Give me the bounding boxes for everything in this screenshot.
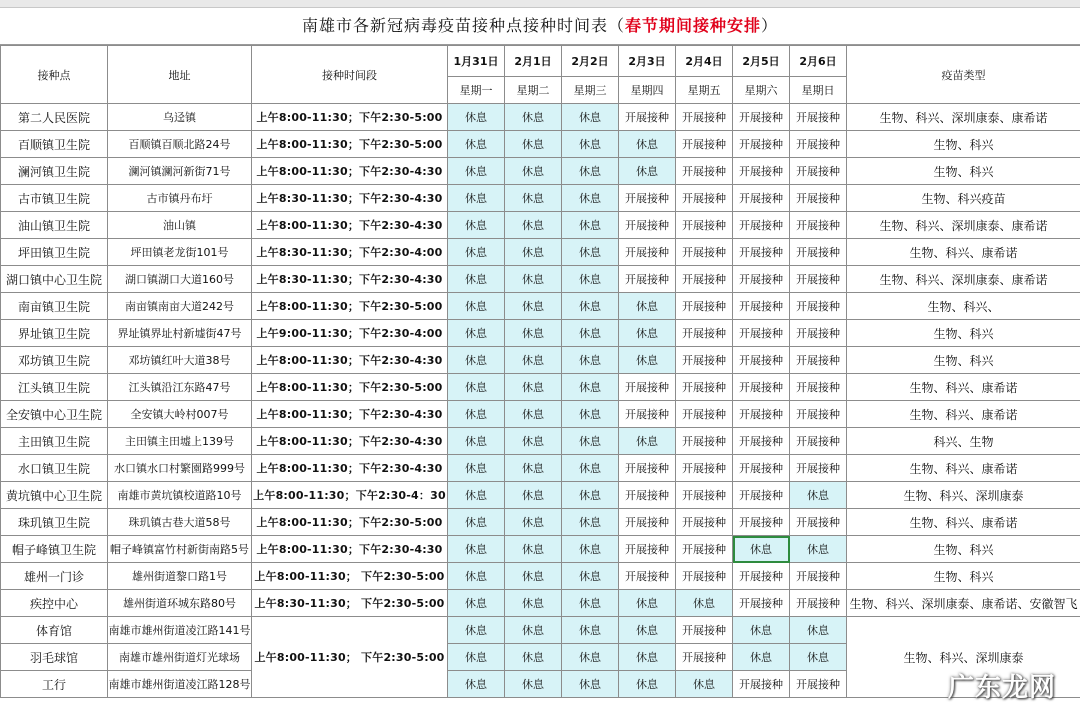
day-status-cell[interactable]: 开展接种 bbox=[790, 428, 847, 455]
vaccine-cell[interactable]: 生物、科兴、深圳康泰、康希诺 bbox=[847, 266, 1080, 293]
day-status-cell[interactable]: 休息 bbox=[733, 617, 790, 644]
day-status-cell[interactable]: 休息 bbox=[448, 428, 505, 455]
day-status-cell[interactable]: 休息 bbox=[505, 320, 562, 347]
address-cell[interactable]: 百顺镇百顺北路24号 bbox=[108, 131, 252, 158]
day-status-cell[interactable]: 休息 bbox=[619, 590, 676, 617]
site-cell[interactable]: 黄坑镇中心卫生院 bbox=[1, 482, 108, 509]
day-status-cell[interactable]: 休息 bbox=[505, 536, 562, 563]
day-status-cell[interactable]: 开展接种 bbox=[733, 212, 790, 239]
day-status-cell[interactable]: 休息 bbox=[619, 671, 676, 698]
address-cell[interactable]: 南雄市雄州街道灯光球场 bbox=[108, 644, 252, 671]
time-cell[interactable]: 上午8:00-11:30；下午2:30-5:00 bbox=[252, 131, 448, 158]
vaccine-cell[interactable]: 生物、科兴、深圳康泰、康希诺 bbox=[847, 104, 1080, 131]
day-status-cell[interactable]: 休息 bbox=[619, 131, 676, 158]
day-status-cell[interactable]: 开展接种 bbox=[733, 185, 790, 212]
day-status-cell[interactable]: 开展接种 bbox=[676, 644, 733, 671]
day-status-cell[interactable]: 休息 bbox=[505, 158, 562, 185]
header-site[interactable]: 接种点 bbox=[1, 46, 108, 104]
header-weekday[interactable]: 星期一 bbox=[448, 77, 505, 104]
day-status-cell[interactable]: 休息 bbox=[562, 590, 619, 617]
site-cell[interactable]: 疾控中心 bbox=[1, 590, 108, 617]
address-cell[interactable]: 乌迳镇 bbox=[108, 104, 252, 131]
header-row-dates bbox=[1, 46, 1080, 77]
address-cell[interactable]: 雄州街道黎口路1号 bbox=[108, 563, 252, 590]
site-cell[interactable]: 澜河镇卫生院 bbox=[1, 158, 108, 185]
day-status-cell[interactable]: 休息 bbox=[448, 293, 505, 320]
day-status-cell[interactable]: 开展接种 bbox=[733, 428, 790, 455]
day-status-cell[interactable]: 休息 bbox=[448, 671, 505, 698]
day-status-cell[interactable]: 开展接种 bbox=[733, 131, 790, 158]
day-status-cell[interactable]: 休息 bbox=[562, 293, 619, 320]
day-status-cell[interactable]: 休息 bbox=[448, 158, 505, 185]
sheet-top-strip bbox=[0, 0, 1080, 8]
day-status-cell[interactable]: 开展接种 bbox=[619, 104, 676, 131]
time-cell[interactable]: 上午8:00-11:30；下午2:30-4:30 bbox=[252, 158, 448, 185]
day-status-cell[interactable]: 休息 bbox=[562, 158, 619, 185]
vaccine-cell[interactable]: 生物、科兴 bbox=[847, 158, 1080, 185]
day-status-cell[interactable]: 休息 bbox=[505, 509, 562, 536]
address-cell[interactable]: 南雄市雄州街道凌江路141号 bbox=[108, 617, 252, 644]
vaccine-cell[interactable]: 生物、科兴、康希诺 bbox=[847, 239, 1080, 266]
day-status-cell[interactable]: 休息 bbox=[676, 590, 733, 617]
site-cell[interactable]: 工行 bbox=[1, 671, 108, 698]
day-status-cell[interactable]: 开展接种 bbox=[676, 428, 733, 455]
day-status-cell[interactable]: 休息 bbox=[448, 401, 505, 428]
day-status-cell[interactable]: 休息 bbox=[790, 617, 847, 644]
day-status-cell[interactable]: 休息 bbox=[448, 212, 505, 239]
schedule-table bbox=[0, 45, 1080, 698]
header-weekday[interactable]: 星期四 bbox=[619, 77, 676, 104]
time-cell[interactable]: 上午8:30-11:30；下午2:30-4:30 bbox=[252, 185, 448, 212]
day-status-cell[interactable]: 休息 bbox=[505, 644, 562, 671]
day-status-cell[interactable]: 休息 bbox=[733, 644, 790, 671]
day-status-cell[interactable]: 开展接种 bbox=[733, 293, 790, 320]
day-status-cell[interactable]: 休息 bbox=[505, 104, 562, 131]
time-cell[interactable]: 上午8:00-11:30；下午2:30-4:30 bbox=[252, 401, 448, 428]
day-status-cell[interactable]: 开展接种 bbox=[733, 401, 790, 428]
vaccine-cell[interactable]: 生物、科兴疫苗 bbox=[847, 185, 1080, 212]
site-cell[interactable]: 江头镇卫生院 bbox=[1, 374, 108, 401]
vaccine-cell[interactable]: 生物、科兴 bbox=[847, 320, 1080, 347]
day-status-cell[interactable]: 开展接种 bbox=[790, 239, 847, 266]
table-row bbox=[1, 455, 1080, 482]
time-cell[interactable]: 上午8:30-11:30； 下午2:30-5:00 bbox=[252, 590, 448, 617]
day-status-cell[interactable]: 开展接种 bbox=[733, 158, 790, 185]
day-status-cell[interactable]: 休息 bbox=[790, 644, 847, 671]
table-row bbox=[1, 482, 1080, 509]
day-status-cell[interactable]: 开展接种 bbox=[676, 158, 733, 185]
day-status-cell[interactable]: 休息 bbox=[790, 482, 847, 509]
day-status-cell[interactable]: 开展接种 bbox=[733, 266, 790, 293]
site-cell[interactable]: 雄州一门诊 bbox=[1, 563, 108, 590]
time-cell[interactable]: 上午8:00-11:30； 下午2:30-5:00 bbox=[252, 563, 448, 590]
day-status-cell[interactable]: 开展接种 bbox=[790, 563, 847, 590]
site-cell[interactable]: 第二人民医院 bbox=[1, 104, 108, 131]
day-status-cell[interactable]: 休息 bbox=[562, 320, 619, 347]
table-row bbox=[1, 617, 1080, 644]
day-status-cell[interactable]: 休息 bbox=[448, 239, 505, 266]
site-cell[interactable]: 界址镇卫生院 bbox=[1, 320, 108, 347]
day-status-cell[interactable]: 开展接种 bbox=[733, 482, 790, 509]
day-status-cell[interactable]: 休息 bbox=[448, 644, 505, 671]
day-status-cell[interactable]: 开展接种 bbox=[790, 671, 847, 698]
day-status-cell[interactable]: 开展接种 bbox=[676, 212, 733, 239]
day-status-cell[interactable]: 休息 bbox=[448, 536, 505, 563]
site-cell[interactable]: 油山镇卫生院 bbox=[1, 212, 108, 239]
table-row bbox=[1, 563, 1080, 590]
day-status-cell[interactable]: 开展接种 bbox=[733, 320, 790, 347]
day-status-cell[interactable]: 休息 bbox=[448, 347, 505, 374]
site-cell[interactable]: 主田镇卫生院 bbox=[1, 428, 108, 455]
day-status-cell[interactable]: 休息 bbox=[562, 347, 619, 374]
day-status-cell[interactable]: 开展接种 bbox=[619, 455, 676, 482]
site-watermark: 广东龙网 bbox=[947, 673, 1056, 703]
day-status-cell[interactable]: 休息 bbox=[505, 617, 562, 644]
table-row bbox=[1, 266, 1080, 293]
header-weekday[interactable]: 星期三 bbox=[562, 77, 619, 104]
day-status-cell[interactable]: 休息 bbox=[619, 293, 676, 320]
day-status-cell[interactable]: 开展接种 bbox=[676, 536, 733, 563]
time-cell[interactable]: 上午8:00-11:30；下午2:30-4:30 bbox=[252, 455, 448, 482]
day-status-cell[interactable]: 休息 bbox=[562, 644, 619, 671]
address-cell[interactable]: 南亩镇南亩大道242号 bbox=[108, 293, 252, 320]
table-row bbox=[1, 104, 1080, 131]
header-time[interactable]: 接种时间段 bbox=[252, 46, 448, 104]
vaccine-cell[interactable]: 生物、科兴、 bbox=[847, 293, 1080, 320]
day-status-cell[interactable]: 休息 bbox=[505, 131, 562, 158]
day-status-cell[interactable]: 开展接种 bbox=[733, 374, 790, 401]
table-row bbox=[1, 320, 1080, 347]
day-status-cell[interactable]: 休息 bbox=[790, 536, 847, 563]
address-cell[interactable]: 珠玑镇古巷大道58号 bbox=[108, 509, 252, 536]
vaccine-cell[interactable]: 生物、科兴 bbox=[847, 536, 1080, 563]
day-status-cell[interactable]: 休息 bbox=[448, 374, 505, 401]
time-cell[interactable]: 上午8:00-11:30；下午2:30-5:00 bbox=[252, 374, 448, 401]
day-status-cell[interactable]: 开展接种 bbox=[619, 482, 676, 509]
vaccine-cell[interactable]: 生物、科兴 bbox=[847, 347, 1080, 374]
day-status-cell[interactable]: 休息 bbox=[505, 401, 562, 428]
table-row bbox=[1, 347, 1080, 374]
day-status-cell[interactable]: 休息 bbox=[505, 590, 562, 617]
day-status-cell[interactable]: 休息 bbox=[562, 536, 619, 563]
address-cell[interactable]: 帽子峰镇富竹村新街南路5号 bbox=[108, 536, 252, 563]
site-cell[interactable]: 坪田镇卫生院 bbox=[1, 239, 108, 266]
time-cell[interactable]: 上午9:00-11:30；下午2:30-4:00 bbox=[252, 320, 448, 347]
day-status-cell[interactable]: 休息 bbox=[562, 509, 619, 536]
day-status-cell[interactable]: 休息 bbox=[562, 428, 619, 455]
day-status-cell[interactable]: 休息 bbox=[448, 563, 505, 590]
table-row bbox=[1, 536, 1080, 563]
site-cell[interactable]: 帽子峰镇卫生院 bbox=[1, 536, 108, 563]
time-cell[interactable]: 上午8:00-11:30；下午2:30-4:30 bbox=[252, 428, 448, 455]
vaccine-cell[interactable]: 生物、科兴、康希诺 bbox=[847, 374, 1080, 401]
header-date[interactable]: 2月5日 bbox=[733, 46, 790, 77]
day-status-cell[interactable]: 休息 bbox=[448, 266, 505, 293]
address-cell[interactable]: 水口镇水口村繁園路999号 bbox=[108, 455, 252, 482]
site-cell[interactable]: 南亩镇卫生院 bbox=[1, 293, 108, 320]
address-cell[interactable]: 主田镇主田墟上139号 bbox=[108, 428, 252, 455]
day-status-cell[interactable]: 开展接种 bbox=[733, 671, 790, 698]
day-status-cell[interactable]: 休息 bbox=[619, 644, 676, 671]
day-status-cell[interactable]: 开展接种 bbox=[676, 320, 733, 347]
site-cell[interactable]: 邓坊镇卫生院 bbox=[1, 347, 108, 374]
day-status-cell[interactable]: 开展接种 bbox=[676, 482, 733, 509]
day-status-cell[interactable]: 休息 bbox=[562, 401, 619, 428]
time-cell[interactable]: 上午8:30-11:30；下午2:30-4:00 bbox=[252, 239, 448, 266]
day-status-cell[interactable]: 休息 bbox=[505, 293, 562, 320]
day-status-cell[interactable]: 开展接种 bbox=[676, 401, 733, 428]
vaccine-cell[interactable]: 生物、科兴 bbox=[847, 563, 1080, 590]
day-status-cell[interactable]: 休息 bbox=[562, 374, 619, 401]
time-cell[interactable]: 上午8:00-11:30；下午2:30-5:00 bbox=[252, 293, 448, 320]
day-status-cell[interactable]: 休息 bbox=[505, 266, 562, 293]
day-status-cell[interactable]: 休息 bbox=[619, 158, 676, 185]
day-status-cell[interactable]: 开展接种 bbox=[676, 239, 733, 266]
vaccine-cell[interactable]: 生物、科兴、康希诺 bbox=[847, 455, 1080, 482]
site-cell[interactable]: 百顺镇卫生院 bbox=[1, 131, 108, 158]
day-status-cell[interactable]: 开展接种 bbox=[790, 266, 847, 293]
day-status-cell[interactable]: 休息 bbox=[448, 617, 505, 644]
vaccine-cell-merged[interactable]: 生物、科兴、深圳康泰 bbox=[847, 617, 1080, 698]
day-status-cell[interactable]: 开展接种 bbox=[790, 320, 847, 347]
day-status-cell[interactable]: 休息 bbox=[562, 455, 619, 482]
address-cell[interactable]: 界址镇界址村新墟街47号 bbox=[108, 320, 252, 347]
day-status-cell[interactable]: 开展接种 bbox=[790, 104, 847, 131]
day-status-cell[interactable]: 休息 bbox=[505, 239, 562, 266]
day-status-cell[interactable]: 开展接种 bbox=[676, 131, 733, 158]
header-date[interactable]: 2月4日 bbox=[676, 46, 733, 77]
address-cell[interactable]: 雄州街道环城东路80号 bbox=[108, 590, 252, 617]
table-row bbox=[1, 158, 1080, 185]
address-cell[interactable]: 邓坊镇红叶大道38号 bbox=[108, 347, 252, 374]
title-main: 南雄市各新冠病毒疫苗接种点接种时间表（ bbox=[301, 16, 625, 35]
header-vaccine[interactable]: 疫苗类型 bbox=[847, 46, 1080, 104]
day-status-cell[interactable]: 休息 bbox=[619, 617, 676, 644]
day-status-cell[interactable]: 休息 bbox=[448, 185, 505, 212]
day-status-cell[interactable]: 开展接种 bbox=[676, 185, 733, 212]
site-cell[interactable]: 湖口镇中心卫生院 bbox=[1, 266, 108, 293]
day-status-cell[interactable]: 休息 bbox=[448, 509, 505, 536]
day-status-cell[interactable]: 开展接种 bbox=[790, 590, 847, 617]
day-status-cell[interactable]: 开展接种 bbox=[619, 266, 676, 293]
address-cell[interactable]: 江头镇沿江东路47号 bbox=[108, 374, 252, 401]
site-cell[interactable]: 古市镇卫生院 bbox=[1, 185, 108, 212]
address-cell[interactable]: 澜河镇澜河新街71号 bbox=[108, 158, 252, 185]
day-status-cell[interactable]: 休息 bbox=[448, 320, 505, 347]
address-cell[interactable]: 南雄市黄坑镇校道路10号 bbox=[108, 482, 252, 509]
day-status-cell[interactable]: 开展接种 bbox=[733, 104, 790, 131]
header-date[interactable]: 1月31日 bbox=[448, 46, 505, 77]
time-cell[interactable]: 上午8:00-11:30；下午2:30-4:30 bbox=[252, 536, 448, 563]
day-status-cell[interactable]: 休息 bbox=[562, 563, 619, 590]
day-status-cell[interactable]: 休息 bbox=[505, 563, 562, 590]
vaccine-cell[interactable]: 生物、科兴 bbox=[847, 131, 1080, 158]
address-cell[interactable]: 全安镇大岭村007号 bbox=[108, 401, 252, 428]
vaccine-cell[interactable]: 生物、科兴、深圳康泰、康希诺、安徽智飞 bbox=[847, 590, 1080, 617]
day-status-cell[interactable]: 开展接种 bbox=[790, 455, 847, 482]
day-status-cell[interactable]: 开展接种 bbox=[790, 293, 847, 320]
day-status-cell[interactable]: 休息 bbox=[505, 455, 562, 482]
table-row bbox=[1, 212, 1080, 239]
day-status-cell[interactable]: 休息 bbox=[448, 590, 505, 617]
day-status-cell[interactable]: 休息 bbox=[505, 482, 562, 509]
header-date[interactable]: 2月3日 bbox=[619, 46, 676, 77]
day-status-cell[interactable]: 开展接种 bbox=[676, 617, 733, 644]
day-status-cell[interactable]: 开展接种 bbox=[733, 455, 790, 482]
day-status-cell[interactable]: 休息 bbox=[448, 131, 505, 158]
day-status-cell[interactable]: 休息 bbox=[562, 266, 619, 293]
site-cell[interactable]: 羽毛球馆 bbox=[1, 644, 108, 671]
day-status-cell[interactable]: 开展接种 bbox=[733, 347, 790, 374]
header-weekday[interactable]: 星期二 bbox=[505, 77, 562, 104]
day-status-cell[interactable]: 休息 bbox=[619, 428, 676, 455]
time-cell-merged[interactable]: 上午8:00-11:30； 下午2:30-5:00 bbox=[252, 617, 448, 698]
day-status-cell[interactable]: 开展接种 bbox=[619, 212, 676, 239]
day-status-cell[interactable]: 休息 bbox=[505, 212, 562, 239]
day-status-cell[interactable]: 休息 bbox=[448, 482, 505, 509]
vaccine-cell[interactable]: 生物、科兴、康希诺 bbox=[847, 401, 1080, 428]
day-status-cell[interactable]: 开展接种 bbox=[619, 374, 676, 401]
day-status-cell[interactable]: 开展接种 bbox=[676, 293, 733, 320]
day-status-cell[interactable]: 休息 bbox=[562, 104, 619, 131]
day-status-cell[interactable]: 开展接种 bbox=[619, 509, 676, 536]
day-status-cell[interactable]: 开展接种 bbox=[619, 563, 676, 590]
table-row bbox=[1, 239, 1080, 266]
day-status-cell[interactable]: 开展接种 bbox=[676, 104, 733, 131]
day-status-cell[interactable]: 开展接种 bbox=[676, 563, 733, 590]
address-cell[interactable]: 湖口镇湖口大道160号 bbox=[108, 266, 252, 293]
table-row bbox=[1, 401, 1080, 428]
day-status-cell[interactable]: 休息 bbox=[505, 185, 562, 212]
day-status-cell[interactable]: 开展接种 bbox=[676, 266, 733, 293]
day-status-cell[interactable]: 开展接种 bbox=[733, 509, 790, 536]
day-status-cell[interactable]: 开展接种 bbox=[790, 509, 847, 536]
table-row bbox=[1, 509, 1080, 536]
header-weekday[interactable]: 星期五 bbox=[676, 77, 733, 104]
day-status-cell[interactable]: 开展接种 bbox=[733, 563, 790, 590]
day-status-cell[interactable]: 开展接种 bbox=[619, 536, 676, 563]
day-status-cell[interactable]: 开展接种 bbox=[790, 401, 847, 428]
day-status-cell[interactable]: 开展接种 bbox=[790, 131, 847, 158]
site-cell[interactable]: 全安镇中心卫生院 bbox=[1, 401, 108, 428]
header-date[interactable]: 2月6日 bbox=[790, 46, 847, 77]
header-weekday[interactable]: 星期日 bbox=[790, 77, 847, 104]
sheet-title bbox=[0, 8, 1080, 45]
day-status-cell[interactable]: 休息 bbox=[562, 212, 619, 239]
day-status-cell[interactable]: 开展接种 bbox=[619, 239, 676, 266]
table-row bbox=[1, 293, 1080, 320]
day-status-cell[interactable]: 休息 bbox=[619, 320, 676, 347]
table-row bbox=[1, 131, 1080, 158]
day-status-cell[interactable]: 开展接种 bbox=[790, 347, 847, 374]
header-weekday[interactable]: 星期六 bbox=[733, 77, 790, 104]
header-address[interactable]: 地址 bbox=[108, 46, 252, 104]
day-status-cell[interactable]: 休息 bbox=[619, 347, 676, 374]
day-status-cell[interactable]: 开展接种 bbox=[790, 374, 847, 401]
time-cell[interactable]: 上午8:00-11:30；下午2:30-4：30 bbox=[252, 482, 448, 509]
vaccine-cell[interactable]: 生物、科兴、康希诺 bbox=[847, 509, 1080, 536]
table-row bbox=[1, 590, 1080, 617]
table-row bbox=[1, 185, 1080, 212]
day-status-cell[interactable]: 开展接种 bbox=[619, 401, 676, 428]
time-cell[interactable]: 上午8:00-11:30；下午2:30-4:30 bbox=[252, 347, 448, 374]
site-cell[interactable]: 水口镇卫生院 bbox=[1, 455, 108, 482]
day-status-cell[interactable]: 开展接种 bbox=[733, 239, 790, 266]
address-cell[interactable]: 南雄市雄州街道凌江路128号 bbox=[108, 671, 252, 698]
day-status-cell[interactable]: 休息 bbox=[562, 671, 619, 698]
site-cell[interactable]: 体育馆 bbox=[1, 617, 108, 644]
day-status-cell[interactable]: 休息 bbox=[562, 239, 619, 266]
day-status-cell[interactable]: 休息 bbox=[505, 374, 562, 401]
header-date[interactable]: 2月1日 bbox=[505, 46, 562, 77]
day-status-cell[interactable]: 休息 bbox=[562, 482, 619, 509]
vaccine-cell[interactable]: 生物、科兴、深圳康泰 bbox=[847, 482, 1080, 509]
day-status-cell[interactable]: 休息 bbox=[505, 347, 562, 374]
day-status-cell[interactable]: 休息 bbox=[562, 131, 619, 158]
site-cell[interactable]: 珠玑镇卫生院 bbox=[1, 509, 108, 536]
day-status-cell[interactable]: 休息 bbox=[505, 671, 562, 698]
title-highlight: 春节期间接种安排 bbox=[624, 16, 761, 35]
day-status-cell[interactable]: 开展接种 bbox=[676, 455, 733, 482]
day-status-cell[interactable]: 开展接种 bbox=[676, 347, 733, 374]
day-status-cell[interactable]: 休息 bbox=[676, 671, 733, 698]
vaccine-cell[interactable]: 科兴、生物 bbox=[847, 428, 1080, 455]
day-status-cell[interactable]: 开展接种 bbox=[733, 590, 790, 617]
day-status-cell[interactable]: 开展接种 bbox=[790, 185, 847, 212]
address-cell[interactable]: 油山镇 bbox=[108, 212, 252, 239]
day-status-cell[interactable]: 休息 bbox=[448, 455, 505, 482]
address-cell[interactable]: 古市镇丹布圩 bbox=[108, 185, 252, 212]
day-status-cell[interactable]: 休息 bbox=[505, 428, 562, 455]
time-cell[interactable]: 上午8:00-11:30；下午2:30-4:30 bbox=[252, 212, 448, 239]
vaccine-cell[interactable]: 生物、科兴、深圳康泰、康希诺 bbox=[847, 212, 1080, 239]
time-cell[interactable]: 上午8:00-11:30；下午2:30-5:00 bbox=[252, 104, 448, 131]
day-status-cell[interactable]: 休息 bbox=[562, 185, 619, 212]
table-row bbox=[1, 374, 1080, 401]
day-status-cell[interactable]: 休息 bbox=[448, 104, 505, 131]
day-status-cell[interactable]: 开展接种 bbox=[619, 185, 676, 212]
address-cell[interactable]: 坪田镇老龙街101号 bbox=[108, 239, 252, 266]
header-date[interactable]: 2月2日 bbox=[562, 46, 619, 77]
day-status-cell[interactable]: 开展接种 bbox=[790, 158, 847, 185]
day-status-cell[interactable]: 休息 bbox=[733, 536, 790, 563]
day-status-cell[interactable]: 开展接种 bbox=[790, 212, 847, 239]
time-cell[interactable]: 上午8:00-11:30；下午2:30-5:00 bbox=[252, 509, 448, 536]
day-status-cell[interactable]: 开展接种 bbox=[676, 374, 733, 401]
day-status-cell[interactable]: 休息 bbox=[562, 617, 619, 644]
time-cell[interactable]: 上午8:30-11:30；下午2:30-4:30 bbox=[252, 266, 448, 293]
title-close: ） bbox=[761, 16, 779, 35]
table-row bbox=[1, 428, 1080, 455]
day-status-cell[interactable]: 开展接种 bbox=[676, 509, 733, 536]
